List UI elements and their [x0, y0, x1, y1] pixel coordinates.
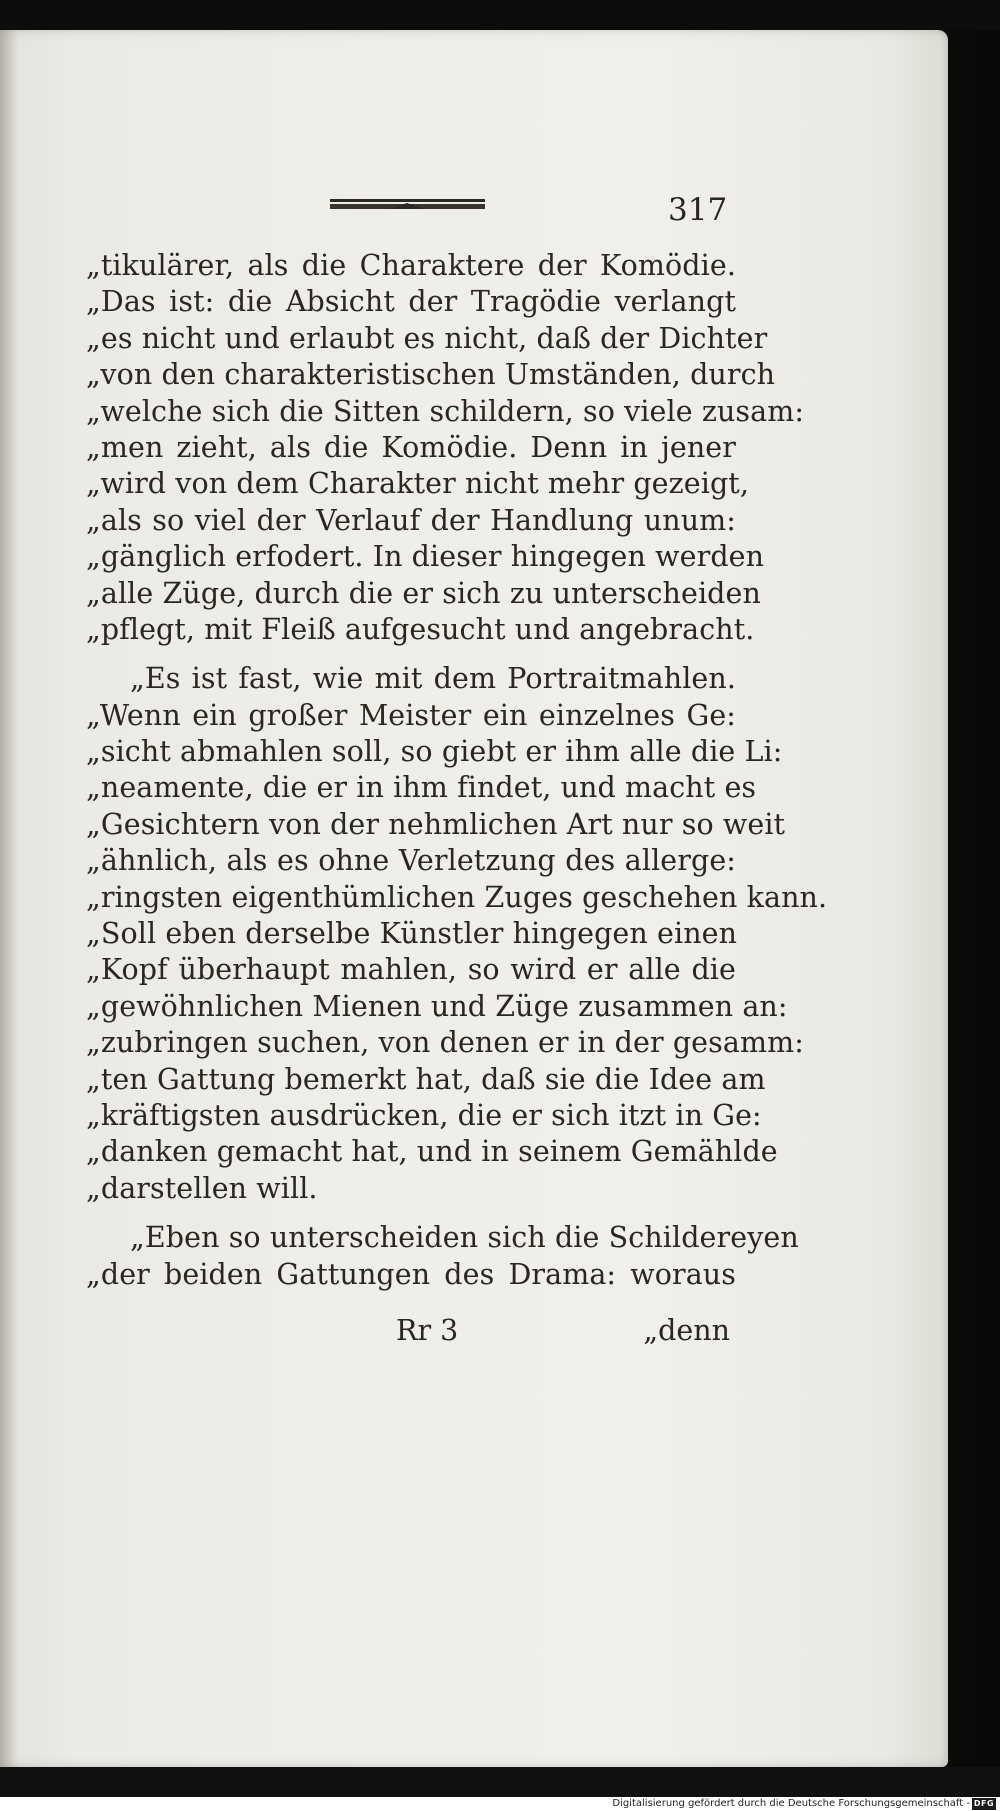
- text-line: „wird von dem Charakter nicht mehr gezeigt,: [86, 467, 750, 501]
- page-number: 317: [668, 192, 728, 228]
- text-line: „neamente, die er in ihm findet, und macht es: [86, 771, 757, 805]
- page-foot-line: [86, 1313, 736, 1349]
- text-line: „Das ist: die Absicht der Tragödie verlangt: [86, 285, 736, 319]
- text-line: „pflegt, mit Fleiß aufgesucht und angebracht.: [86, 612, 755, 646]
- dfg-logo: DFG: [973, 1799, 995, 1808]
- text-line: „Soll eben derselbe Künstler hingegen einen: [86, 917, 738, 951]
- text-line: „men zieht, als die Komödie. Denn in jener: [86, 430, 736, 464]
- text-line: „alle Züge, durch die er sich zu unterscheiden: [86, 576, 761, 610]
- text-line: „Kopf überhaupt mahlen, so wird er alle die: [86, 953, 736, 987]
- body-text: [86, 248, 828, 1293]
- text-line: „der beiden Gattungen des Drama: woraus: [86, 1257, 736, 1291]
- text-line: „tikulärer, als die Charaktere der Komödie.: [86, 249, 736, 282]
- text-line: „kräftigsten ausdrücken, die er sich itzt in Ge:: [86, 1098, 762, 1132]
- signature-mark: Rr 3: [396, 1314, 459, 1347]
- text-line: „gewöhnlichen Mienen und Züge zusammen an:: [86, 989, 788, 1023]
- text-line: „Eben so unterscheiden sich die Schildereyen: [130, 1221, 799, 1255]
- text-line: „Gesichtern von der nehmlichen Art nur so weit: [86, 807, 786, 841]
- text-line: „danken gemacht hat, und in seinem Gemählde: [86, 1135, 778, 1169]
- text-line: „als so viel der Verlauf der Handlung unum:: [86, 503, 736, 537]
- funding-credit: Digitalisierung gefördert durch die Deutsche Forschungsgemeinschaft -: [612, 1798, 970, 1809]
- scan-top-border: [0, 0, 1000, 30]
- text-line: „ringsten eigenthümlichen Zuges geschehen kann.: [86, 880, 828, 914]
- page-gutter-shadow: [0, 30, 18, 1767]
- text-line: „von den charakteristischen Umständen, durch: [86, 358, 776, 392]
- text-line: „ähnlich, als es ohne Verletzung des allerge:: [86, 844, 736, 878]
- catchword: „denn: [643, 1314, 730, 1347]
- paragraph-gap: [86, 1207, 736, 1220]
- text-line: „darstellen will.: [86, 1171, 318, 1205]
- scan-bottom-border: [0, 1767, 1000, 1797]
- digitization-footer: [0, 1797, 1000, 1811]
- text-line: „ten Gattung bemerkt hat, daß sie die Idee am: [86, 1062, 766, 1096]
- text-line: „gänglich erfodert. In dieser hingegen werden: [86, 540, 765, 574]
- paragraph-gap: [86, 648, 736, 661]
- text-line: „es nicht und erlaubt es nicht, daß der Dichter: [86, 321, 768, 355]
- text-line: „Wenn ein großer Meister ein einzelnes Ge:: [86, 698, 736, 732]
- text-line: „sicht abmahlen soll, so giebt er ihm alle die Li:: [86, 735, 783, 769]
- header-ornament-rule: [330, 197, 485, 211]
- text-line: „Es ist fast, wie mit dem Portraitmahlen.: [130, 662, 736, 696]
- text-line: „zubringen suchen, von denen er in der gesamm:: [86, 1026, 804, 1060]
- text-line: „welche sich die Sitten schildern, so viele zusam:: [86, 394, 805, 428]
